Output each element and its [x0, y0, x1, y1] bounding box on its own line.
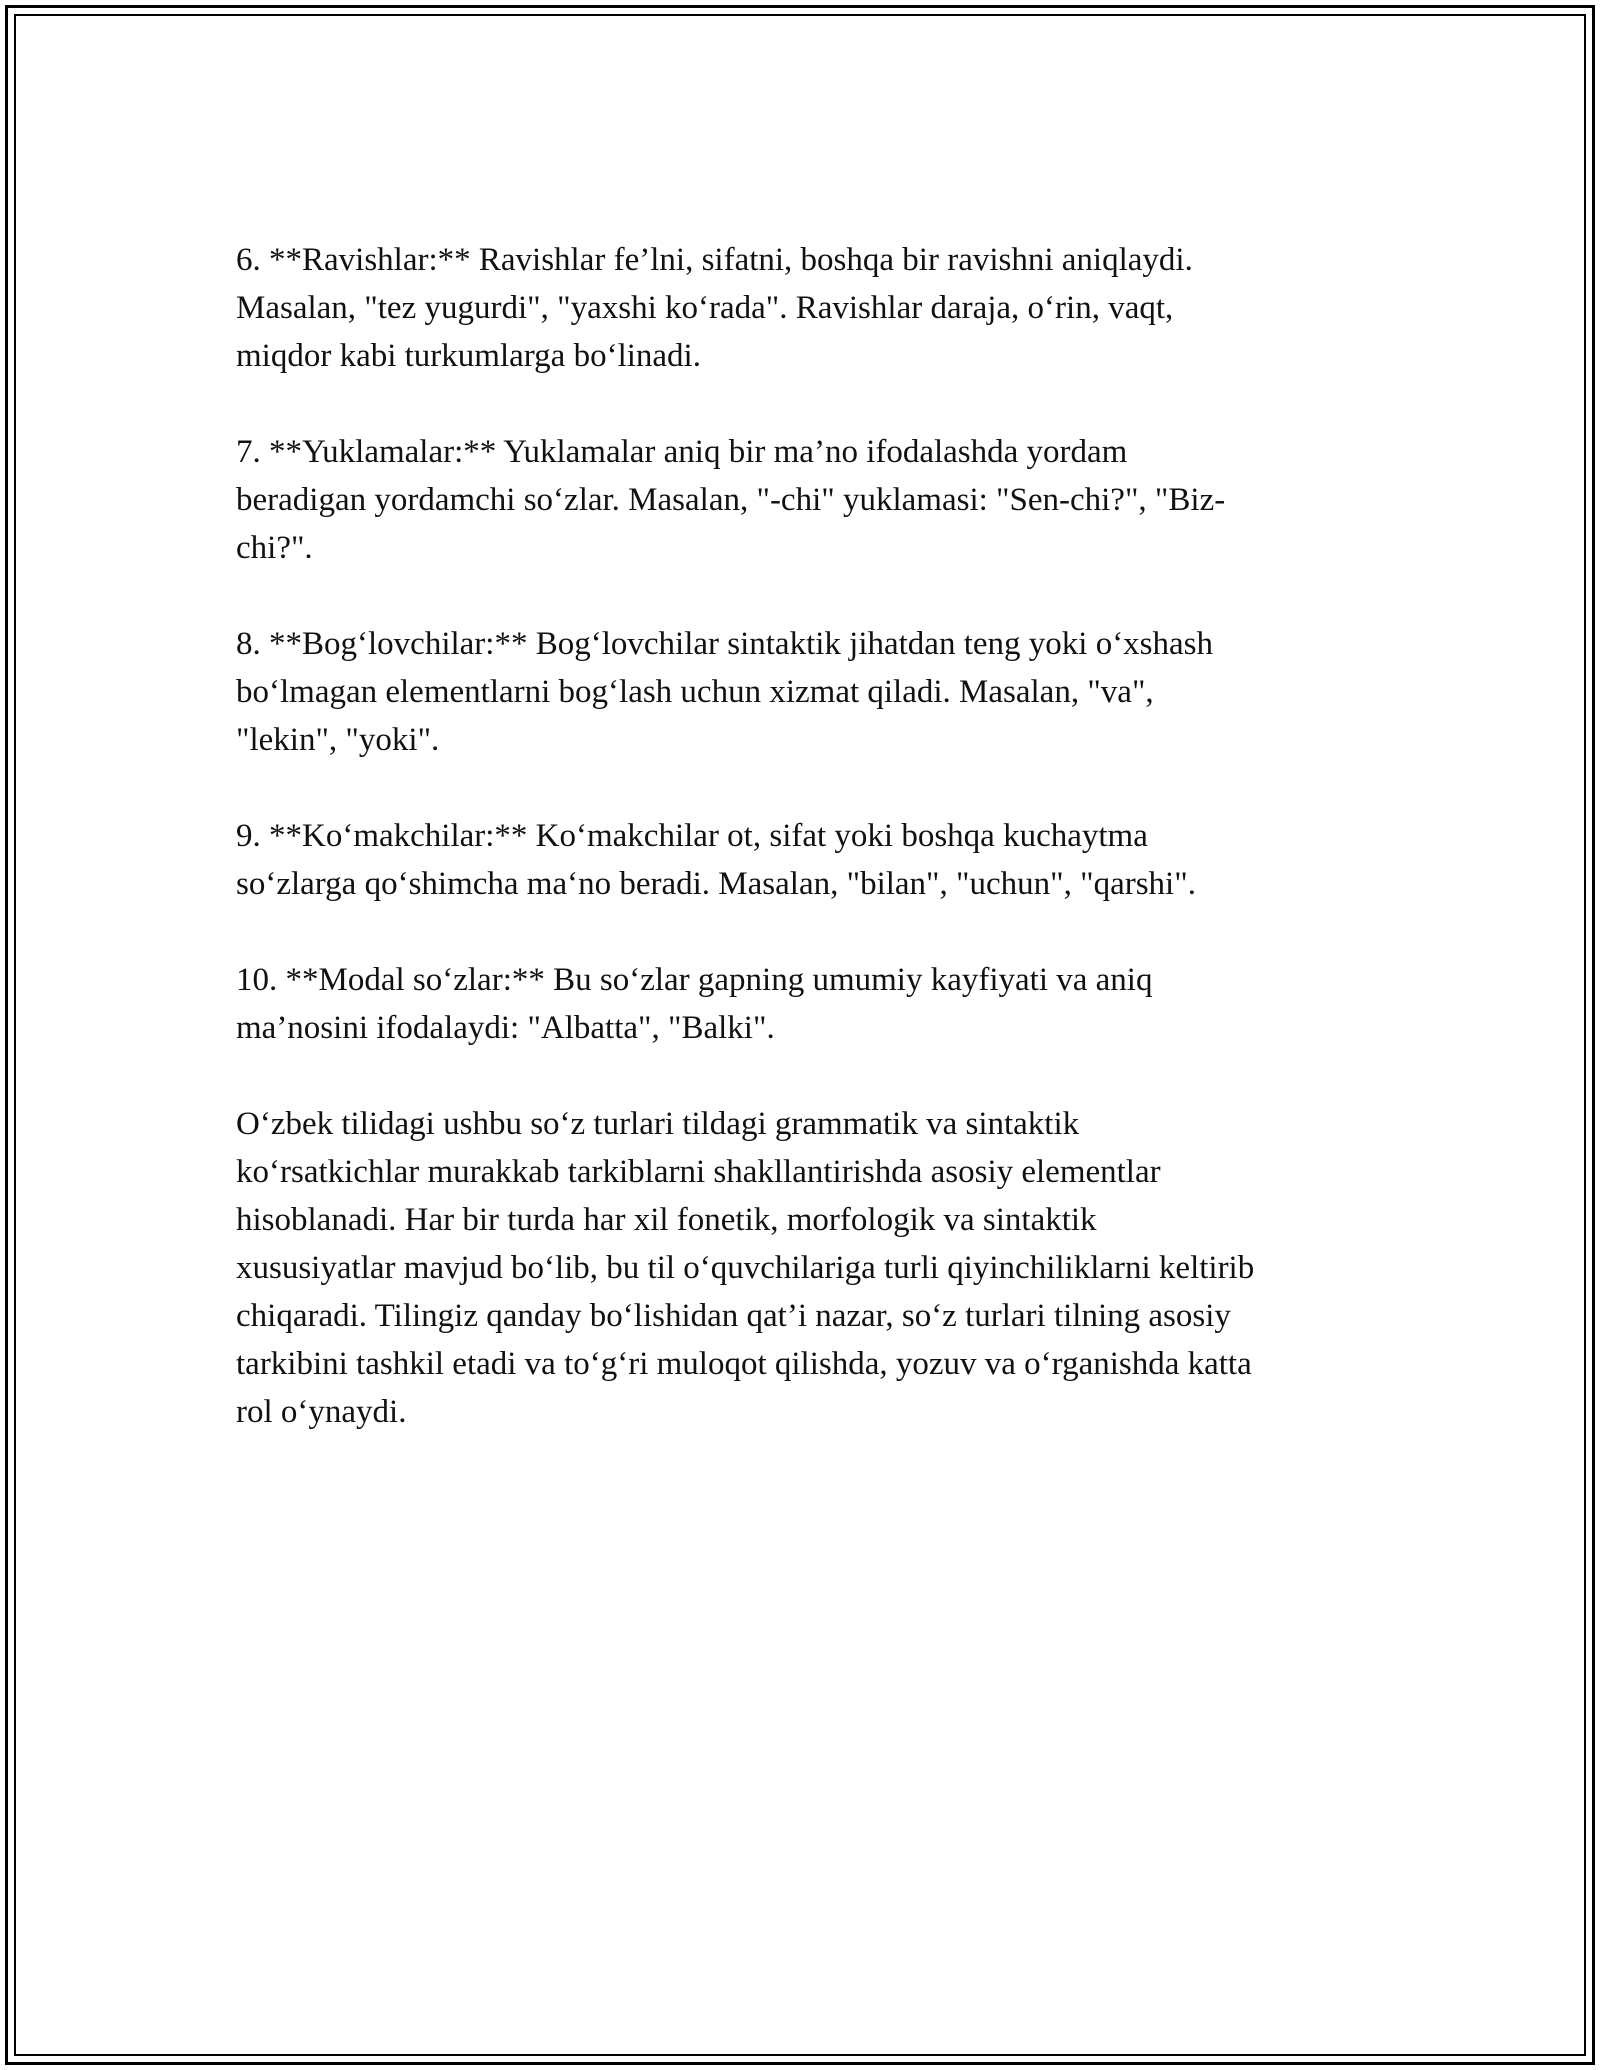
text-line: miqdor kabi turkumlarga bo‘linadi. [236, 338, 701, 374]
text-line: 9. **Ko‘makchilar:** Ko‘makchilar ot, sifat yoki boshqa kuchaytma [236, 818, 1148, 854]
text-line: hisoblanadi. Har bir turda har xil fonetik, morfologik va sintaktik [236, 1202, 1097, 1238]
text-line: 6. **Ravishlar:** Ravishlar fe’lni, sifatni, boshqa bir ravishni aniqlaydi. [236, 242, 1193, 278]
text-line: 10. **Modal so‘zlar:** Bu so‘zlar gapning umumiy kayfiyati va aniq [236, 962, 1153, 998]
text-line: chiqaradi. Tilingiz qanday bo‘lishidan qat’i nazar, so‘z turlari tilning asosiy [236, 1298, 1231, 1334]
paragraph-conclusion [236, 1100, 1416, 1436]
document-body [236, 236, 1416, 1484]
paragraph-modal-sozlar [236, 956, 1416, 1052]
text-line: O‘zbek tilidagi ushbu so‘z turlari tildagi grammatik va sintaktik [236, 1106, 1080, 1142]
paragraph-boglovchilar [236, 620, 1416, 764]
text-line: beradigan yordamchi so‘zlar. Masalan, "-chi" yuklamasi: "Sen-chi?", "Biz- [236, 482, 1226, 518]
text-line: 7. **Yuklamalar:** Yuklamalar aniq bir ma’no ifodalashda yordam [236, 434, 1128, 470]
paragraph-yuklamalar [236, 428, 1416, 572]
text-line: so‘zlarga qo‘shimcha ma‘no beradi. Masalan, "bilan", "uchun", "qarshi". [236, 866, 1196, 902]
text-line: ma’nosini ifodalaydi: "Albatta", "Balki". [236, 1010, 775, 1046]
text-line: chi?". [236, 530, 313, 566]
text-line: Masalan, "tez yugurdi", "yaxshi ko‘rada". Ravishlar daraja, o‘rin, vaqt, [236, 290, 1174, 326]
text-line: ko‘rsatkichlar murakkab tarkiblarni shakllantirishda asosiy elementlar [236, 1154, 1161, 1190]
text-line: "lekin", "yoki". [236, 722, 440, 758]
text-line: xususiyatlar mavjud bo‘lib, bu til o‘quvchilariga turli qiyinchiliklarni keltirib [236, 1250, 1255, 1286]
text-line: rol o‘ynaydi. [236, 1394, 407, 1430]
paragraph-komakchilar [236, 812, 1416, 908]
text-line: tarkibini tashkil etadi va to‘g‘ri muloqot qilishda, yozuv va o‘rganishda katta [236, 1346, 1252, 1382]
paragraph-ravishlar [236, 236, 1416, 380]
text-line: 8. **Bog‘lovchilar:** Bog‘lovchilar sintaktik jihatdan teng yoki o‘xshash [236, 626, 1214, 662]
text-line: bo‘lmagan elementlarni bog‘lash uchun xizmat qiladi. Masalan, "va", [236, 674, 1154, 710]
